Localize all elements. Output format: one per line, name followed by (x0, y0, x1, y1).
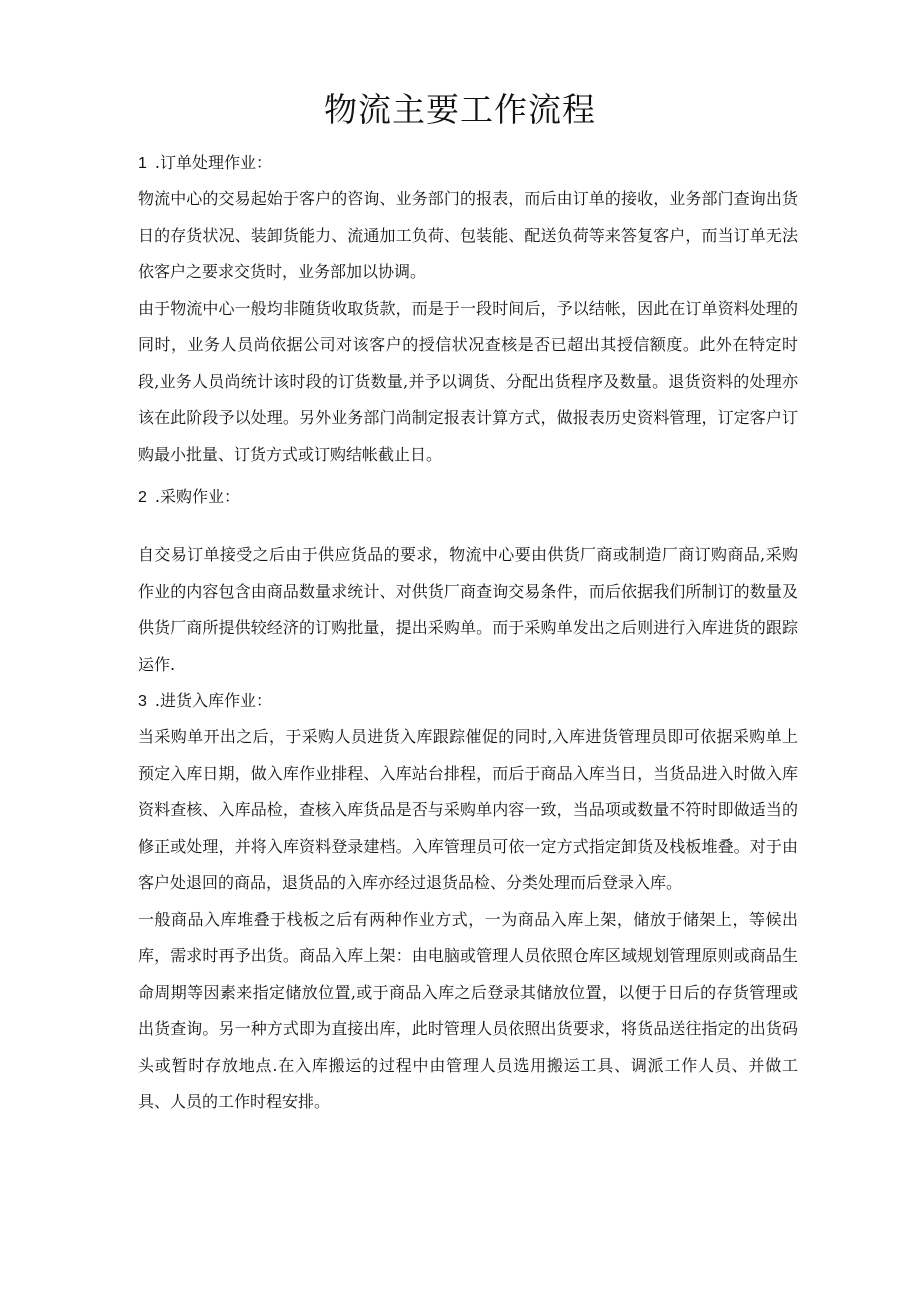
spacer (138, 515, 798, 537)
section-heading-text: .进货入库作业： (154, 691, 272, 710)
page-title: 物流主要工作流程 (324, 90, 596, 129)
section-heading-1 (138, 145, 798, 181)
section-number: 3 (138, 693, 147, 710)
paragraph: 自交易订单接受之后由于供应货品的要求，物流中心要由供货厂商或制造厂商订购商品,采购作业的内容包含由商品数量求统计、对供货厂商查询交易条件，而后依据我们所制订的数量及供货厂商所提供较经济的订购批量，提出采购单。而于采购单发出之后则进行入库进货的跟踪运作. (138, 545, 798, 674)
section-heading-2 (138, 479, 798, 515)
document-body (138, 145, 798, 1121)
section-number: 2 (138, 489, 147, 506)
paragraph: 物流中心的交易起始于客户的咨询、业务部门的报表，而后由订单的接收，业务部门查询出货日的存货状况、装卸货能力、流通加工负荷、包装能、配送负荷等来答复客户，而当订单无法依客户之要求交货时，业务部加以协调。 (138, 189, 798, 281)
paragraph: 一般商品入库堆叠于栈板之后有两种作业方式，一为商品入库上架，储放于储架上，等候出库，需求时再予出货。商品入库上架：由电脑或管理人员依照仓库区域规划管理原则或商品生命周期等因素来指定储放位置,或于商品入库之后登录其储放位置，以便于日后的存货管理或出货查询。另一种方式即为直接出库，此时管理人员依照出货要求，将货品送往指定的出货码头或暂时存放地点.在入库搬运的过程中由管理人员选用搬运工具、调派工作人员、并做工具、人员的工作时程安排。 (138, 909, 798, 1111)
section-heading-3 (138, 683, 798, 719)
paragraph: 当采购单开出之后，于采购人员进货入库跟踪催促的同时,入库进货管理员即可依据采购单上预定入库日期，做入库作业排程、入库站台排程，而后于商品入库当日，当货品进入时做入库资料查核、入库品检，查核入库货品是否与采购单内容一致，当品项或数量不符时即做适当的修正或处理，并将入库资料登录建档。入库管理员可依一定方式指定卸货及栈板堆叠。对于由客户处退回的商品，退货品的入库亦经过退货品检、分类处理而后登录入库。 (138, 727, 798, 892)
paragraph: 由于物流中心一般均非随货收取货款，而是于一段时间后，予以结帐，因此在订单资料处理的同时，业务人员尚依据公司对该客户的授信状况查核是否已超出其授信额度。此外在特定时段,业务人员尚统计该时段的订货数量,并予以调货、分配出货程序及数量。退货资料的处理亦该在此阶段予以处理。另外业务部门尚制定报表计算方式，做报表历史资料管理，订定客户订购最小批量、订货方式或订购结帐截止日。 (138, 298, 798, 464)
section-heading-text: .订单处理作业： (154, 153, 272, 172)
section-number: 1 (138, 155, 147, 172)
section-heading-text: .采购作业： (154, 487, 240, 506)
